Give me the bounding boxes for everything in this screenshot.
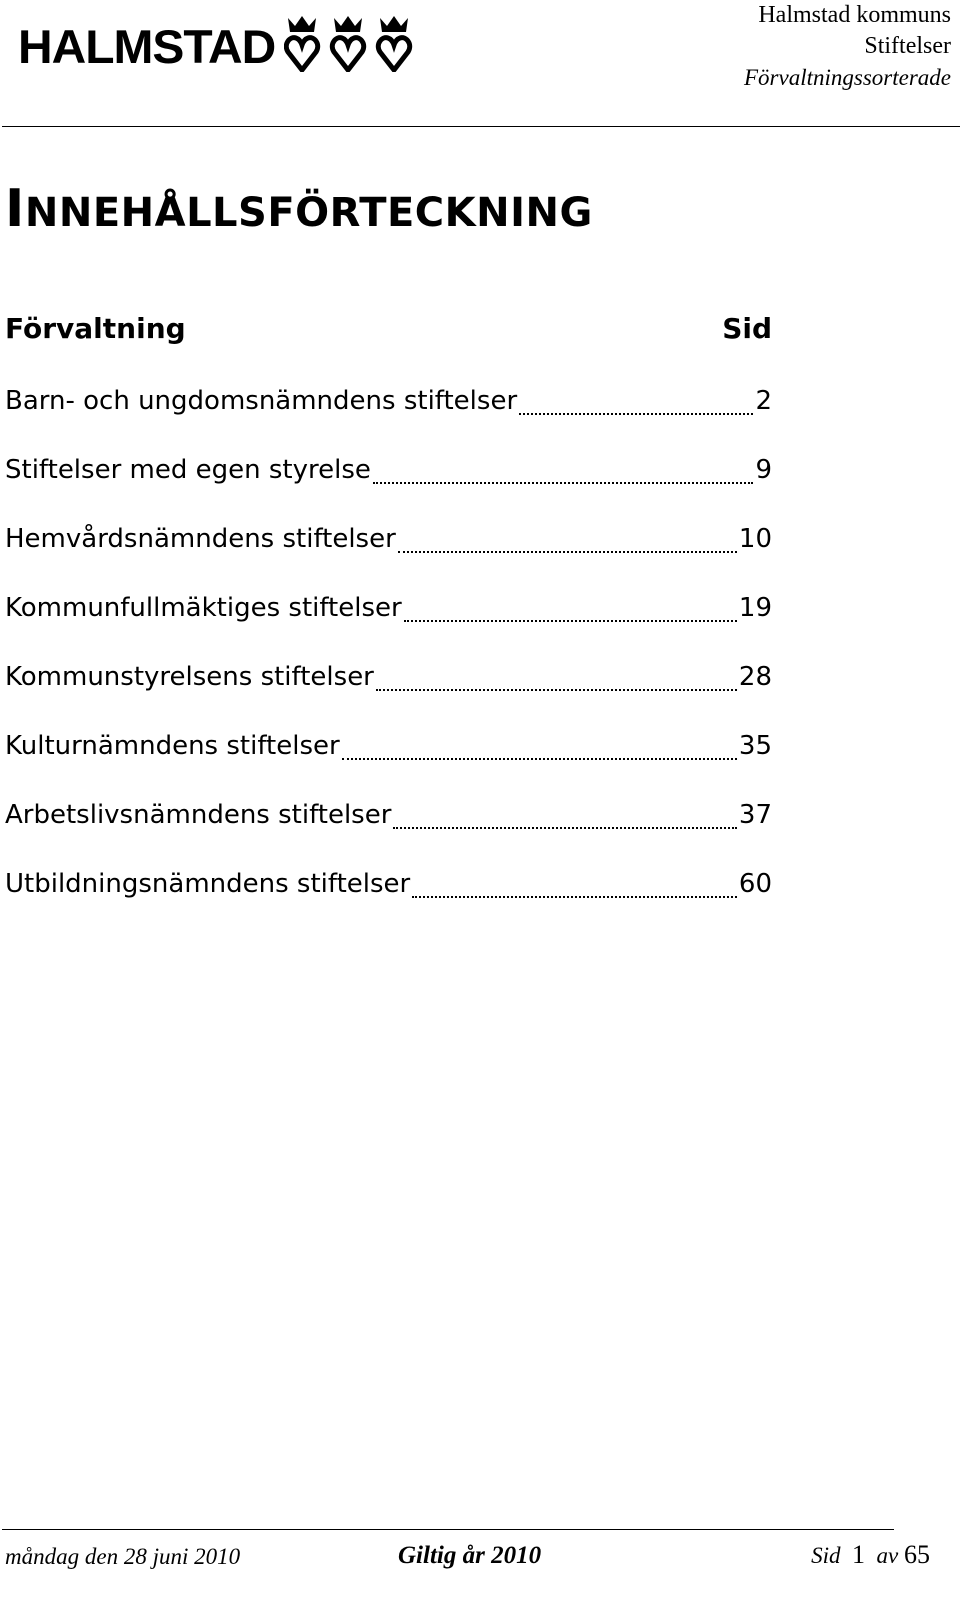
header-info <box>744 0 951 93</box>
toc-leader-dots <box>376 689 737 691</box>
toc-leader-dots <box>519 413 753 415</box>
header-divider <box>2 126 960 127</box>
toc-header <box>5 312 772 345</box>
footer-page-counter <box>811 1540 930 1570</box>
toc-entry-label[interactable]: Arbetslivsnämndens stiftelser <box>5 800 392 830</box>
toc-entry-page[interactable]: 19 <box>738 593 772 623</box>
footer-of-label: av <box>876 1543 899 1568</box>
toc-leader-dots <box>373 482 754 484</box>
toc-entry-label[interactable]: Kulturnämndens stiftelser <box>5 731 340 761</box>
toc-entry[interactable] <box>5 662 772 731</box>
toc-entry[interactable] <box>5 455 772 524</box>
halmstad-logo <box>18 8 424 72</box>
toc-entry-page[interactable]: 9 <box>755 455 772 485</box>
header-org: Halmstad kommuns <box>758 2 951 28</box>
footer-page-number: 1 <box>852 1540 866 1569</box>
toc-entry-label[interactable]: Kommunstyrelsens stiftelser <box>5 662 374 692</box>
toc-entry[interactable] <box>5 869 772 938</box>
footer-valid-year: Giltig år 2010 <box>398 1542 542 1569</box>
toc-entry-page[interactable]: 37 <box>738 800 772 830</box>
toc-entry-label[interactable]: Kommunfullmäktiges stiftelser <box>5 593 402 623</box>
toc-column-forvaltning: Förvaltning <box>5 312 186 345</box>
footer-divider <box>2 1529 894 1530</box>
footer-date: måndag den 28 juni 2010 <box>5 1544 241 1569</box>
logo-wordmark: HALMSTAD <box>18 20 276 73</box>
toc-entry-label[interactable]: Stiftelser med egen styrelse <box>5 455 371 485</box>
toc-entry-page[interactable]: 60 <box>738 869 772 899</box>
toc-entry-page[interactable]: 2 <box>755 386 772 416</box>
toc-leader-dots <box>398 551 737 553</box>
header-section: Stiftelser <box>864 33 951 59</box>
toc-entry[interactable] <box>5 386 772 455</box>
page-footer <box>5 1536 930 1570</box>
toc-entry[interactable] <box>5 800 772 869</box>
toc-leader-dots <box>412 896 737 898</box>
toc-entry[interactable] <box>5 593 772 662</box>
header-subtitle: Förvaltningssorterade <box>744 65 951 90</box>
toc-entry[interactable] <box>5 731 772 800</box>
toc-entry[interactable] <box>5 524 772 593</box>
toc-entry-page[interactable]: 28 <box>738 662 772 692</box>
table-of-contents <box>5 386 772 938</box>
page-title-initial: I <box>5 179 25 239</box>
page-header <box>0 0 960 130</box>
toc-leader-dots <box>404 620 737 622</box>
page-title-rest: NNEHÅLLSFÖRTECKNING <box>24 190 593 236</box>
toc-entry-label[interactable]: Hemvårdsnämndens stiftelser <box>5 524 396 554</box>
toc-column-sid: Sid <box>722 312 772 345</box>
crowned-hearts-emblem-icon <box>284 14 424 72</box>
toc-entry-label[interactable]: Utbildningsnämndens stiftelser <box>5 869 411 899</box>
toc-entry-page[interactable]: 35 <box>738 731 772 761</box>
toc-entry-label[interactable]: Barn- och ungdomsnämndens stiftelser <box>5 386 518 416</box>
footer-page-total: 65 <box>904 1540 930 1569</box>
toc-leader-dots <box>342 758 737 760</box>
footer-sid-label: Sid <box>811 1543 841 1568</box>
toc-leader-dots <box>393 827 736 829</box>
page-title <box>5 179 593 239</box>
toc-entry-page[interactable]: 10 <box>738 524 772 554</box>
